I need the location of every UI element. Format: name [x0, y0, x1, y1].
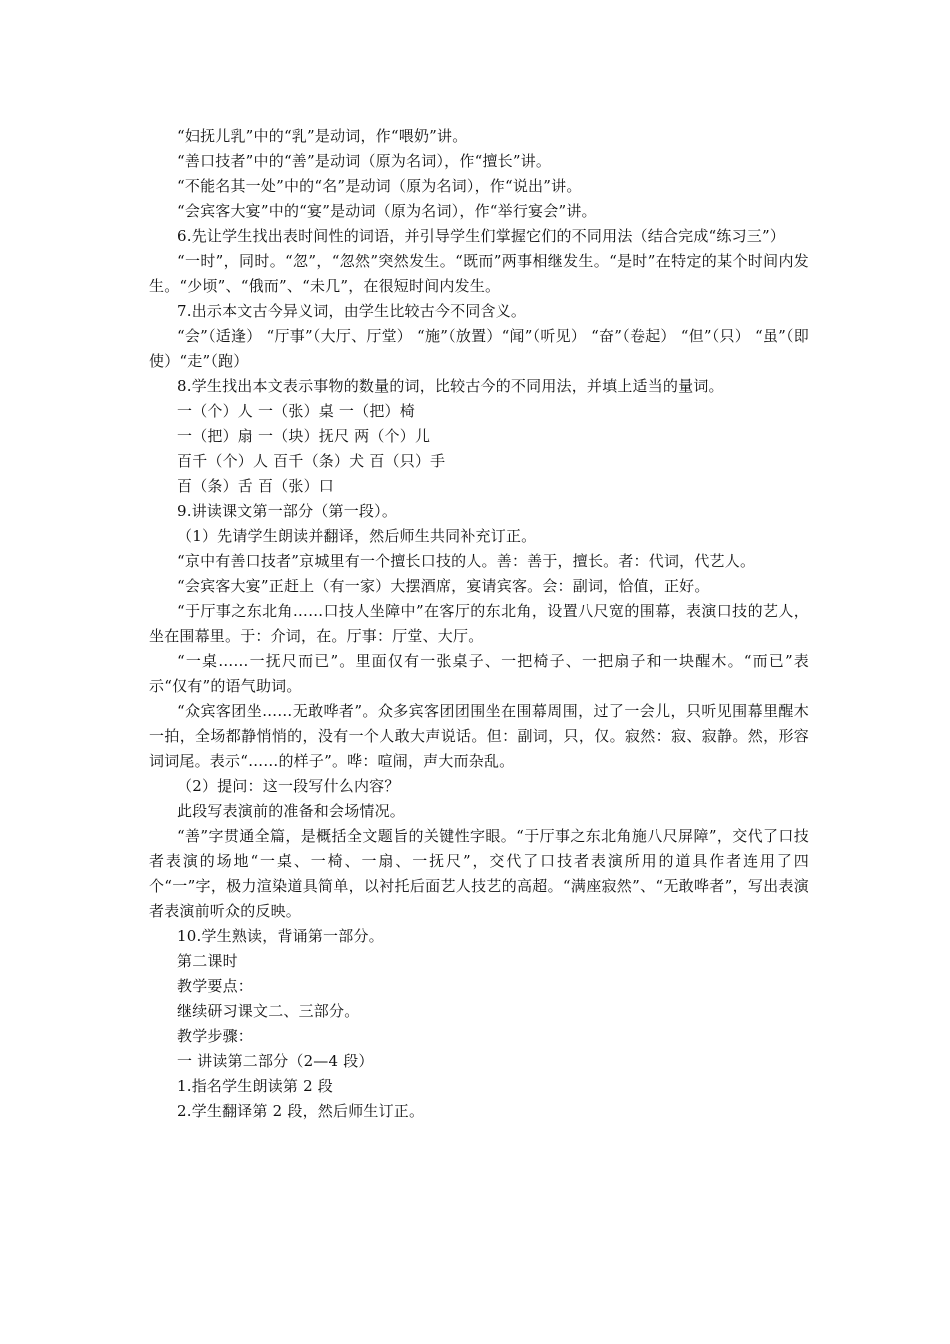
paragraph: 7.出示本文古今异义词，由学生比较古今不同含义。	[177, 302, 527, 320]
paragraph: “善口技者”中的“善”是动词（原为名词），作“擅长”讲。	[177, 152, 552, 170]
paragraph: 一（个）人 一（张）桌 一（把）椅	[177, 402, 415, 420]
paragraph: “众宾客团坐……无敢哗者”。众多宾客团团围坐在围幕周围，过了一会儿，只听见围幕里醒木一拍，全场都静悄悄的，没有一个人敢大声说话。但：副词，只，仅。寂然：寂、寂静。然，形容词词尾。表示“……的样子”。哗：喧闹，声大而杂乱。	[149, 702, 809, 770]
paragraph: “妇抚儿乳”中的“乳”是动词，作“喂奶”讲。	[177, 127, 468, 145]
paragraph: （1）先请学生朗读并翻译，然后师生共同补充订正。	[177, 527, 537, 545]
paragraph: “会宾客大宴”中的“宴”是动词（原为名词），作“举行宴会”讲。	[177, 202, 597, 220]
paragraph: 教学要点：	[177, 977, 254, 995]
paragraph: 1.指名学生朗读第 2 段	[177, 1077, 333, 1095]
paragraph: 9.讲读课文第一部分（第一段）。	[177, 502, 398, 520]
paragraph: 6.先让学生找出表时间性的词语，并引导学生们掌握它们的不同用法（结合完成“练习三”）	[177, 227, 786, 245]
paragraph: （2）提问：这一段写什么内容？	[177, 777, 400, 795]
paragraph: 百千（个）人 百千（条）犬 百（只）手	[177, 452, 446, 470]
paragraph: 继续研习课文二、三部分。	[177, 1002, 360, 1020]
paragraph: “于厅事之东北角……口技人坐障中”在客厅的东北角，设置八尺宽的围幕，表演口技的艺人，坐在围幕里。于：介词，在。厅事：厅堂、大厅。	[149, 602, 809, 645]
paragraph: 此段写表演前的准备和会场情况。	[177, 802, 406, 820]
document-body	[149, 124, 809, 1124]
paragraph: 8.学生找出本文表示事物的数量的词，比较古今的不同用法，并填上适当的量词。	[177, 377, 724, 395]
paragraph: “一时”，同时。“忽”，“忽然”突然发生。“既而”两事相继发生。“是时”在特定的某个时间内发生。“少顷”、“俄而”、“未几”，在很短时间内发生。	[149, 252, 809, 295]
paragraph: “会”（适逢） “厅事”（大厅、厅堂） “施”（放置）“闻”（听见） “奋”（卷起） “但”（只） “虽”（即使）“走”（跑）	[149, 327, 809, 370]
paragraph: 一（把）扇 一（块）抚尺 两（个）儿	[177, 427, 431, 445]
paragraph: 10.学生熟读，背诵第一部分。	[177, 927, 384, 945]
paragraph: “善”字贯通全篇，是概括全文题旨的关键性字眼。“于厅事之东北角施八尺屏障”，交代了口技者表演的场地“一桌、一椅、一扇、一抚尺”，交代了口技者表演所用的道具作者连用了四个“一”字，极力渲染道具简单，以衬托后面艺人技艺的高超。“满座寂然”、“无敢哗者”，写出表演者表演前听众的反映。	[149, 827, 809, 920]
paragraph: 2.学生翻译第 2 段，然后师生订正。	[177, 1102, 425, 1120]
paragraph: 第二课时	[177, 952, 238, 970]
paragraph: 一 讲读第二部分（2—4 段）	[177, 1052, 374, 1070]
paragraph: 百（条）舌 百（张）口	[177, 477, 334, 495]
paragraph: “不能名其一处”中的“名”是动词（原为名词），作“说出”讲。	[177, 177, 582, 195]
paragraph: 教学步骤：	[177, 1027, 254, 1045]
paragraph: “一桌……一抚尺而已”。里面仅有一张桌子、一把椅子、一把扇子和一块醒木。“而已”表示“仅有”的语气助词。	[149, 652, 809, 695]
paragraph: “会宾客大宴”正赶上（有一家）大摆酒席，宴请宾客。会：副词，恰值，正好。	[177, 577, 710, 595]
paragraph: “京中有善口技者”京城里有一个擅长口技的人。善：善于，擅长。者：代词，代艺人。	[177, 552, 756, 570]
